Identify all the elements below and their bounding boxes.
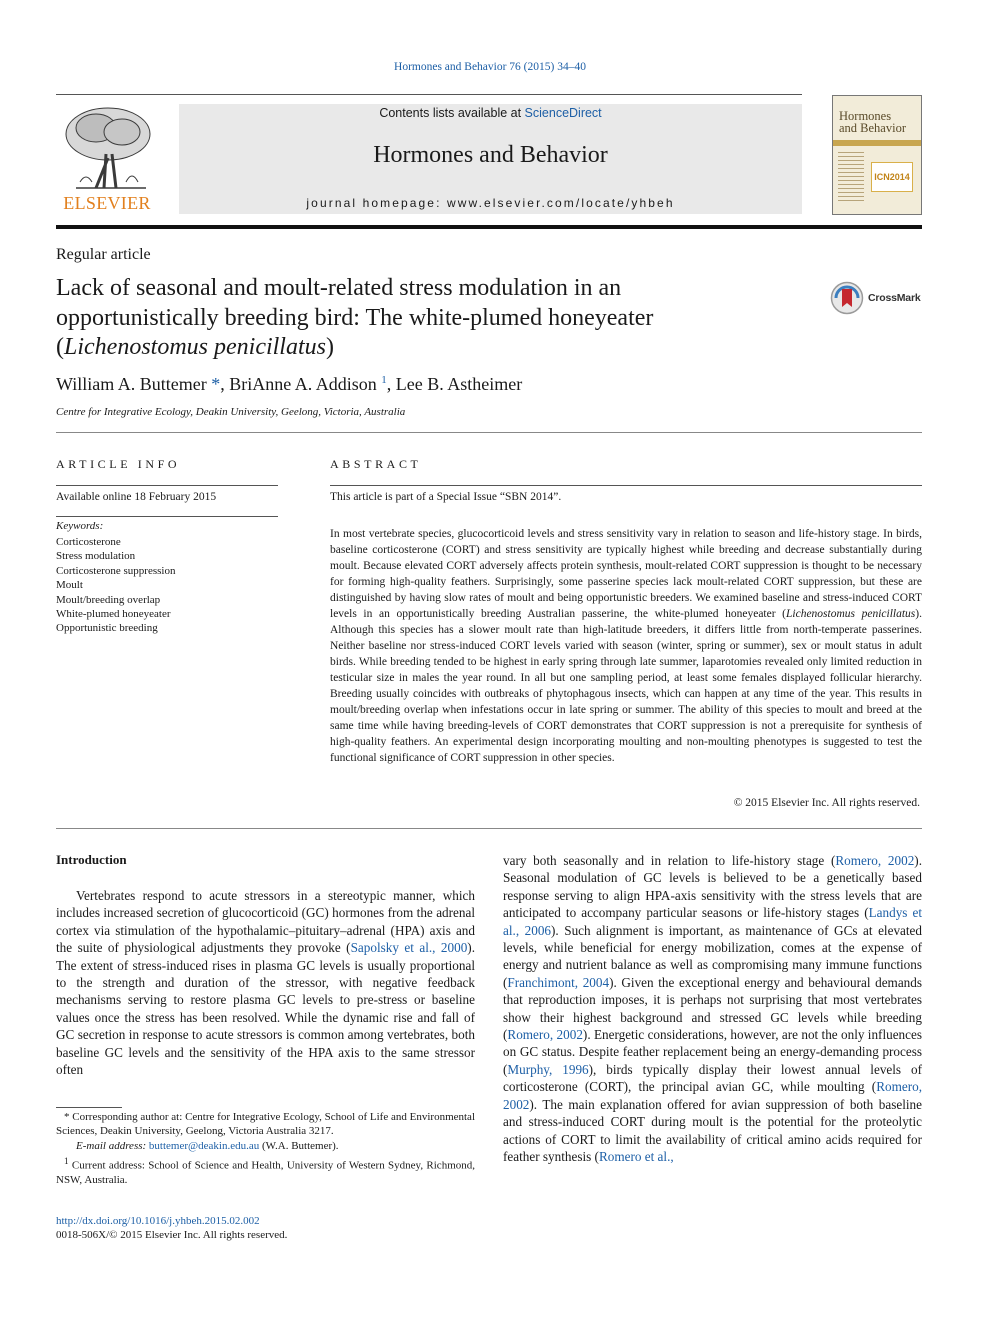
article-title [56,274,776,363]
available-online: Available online 18 February 2015 [56,491,217,503]
author-1-corresponding-mark[interactable]: * [211,374,221,394]
body-text: ). Given the exceptional energy and behavioural demands that reproduction imposes, it is perhaps not surprising that most vertebrates show their highest background and stressed GC levels while breeding ( [503,974,922,1043]
journal-banner [179,104,802,214]
body-text: ). Energetic considerations, however, are not the only influences on GC status. Despite feather replacement being an energy-demanding process ( [503,1027,922,1077]
footnote-corresponding [56,1110,475,1139]
contents-available-line [179,106,802,120]
journal-cover-thumbnail[interactable] [832,95,922,215]
title-line2: opportunistically breeding bird: The white-plumed honeyeater [56,304,654,331]
title-line1: Lack of seasonal and moult-related stress modulation in an [56,275,622,301]
cover-text-strip [838,152,864,204]
elsevier-logo[interactable] [56,104,158,214]
body-rule [56,828,922,829]
citation-link[interactable]: Romero et al., [598,1148,674,1164]
issn-copyright: 0018-506X/© 2015 Elsevier Inc. All rights reserved. [56,1229,288,1241]
citation-link[interactable]: Landys et al., 2006 [503,905,923,938]
abstract-text [330,526,922,766]
body-text: vary both seasonally and in relation to life-history stage ( [503,853,836,868]
author-separator-1: , [220,374,230,394]
keywords-list [56,535,175,636]
introduction-heading: Introduction [56,852,127,867]
article-info-rule-bottom [56,516,278,517]
journal-name: Hormones and Behavior [373,142,608,168]
citation-link[interactable]: Romero, 2002 [835,853,915,868]
keyword-item: Opportunistic breeding [56,622,158,635]
contents-prefix: Contents lists available at [379,106,525,120]
footnote-corresponding-text: Corresponding author at: Centre for Integrative Ecology, School of Life and Environmental Sciences, Deakin University, Geelong, Victoria Australia 3217. [56,1111,476,1138]
title-species: Lichenostomus penicillatus [64,334,326,360]
cover-band [833,140,921,146]
abstract-copyright: © 2015 Elsevier Inc. All rights reserved. [733,797,920,809]
cover-title [839,110,906,134]
body-text: ). Such alignment is important, as maintenance of GCs at elevated levels, while beneficial for energy mobilization, comes at the expense of energy and nutrient balance as well as compromising many immune functions ( [503,922,922,990]
header-top-rule [56,94,802,95]
footnote-current-address [56,1154,475,1187]
keyword-item: Corticosterone suppression [56,564,176,577]
body-text: ). The extent of stress-induced rises in plasma GC levels is usually proportional to the strength and duration of the stressor, with negative feedback mechanisms serving to restore plasma GC levels to pre-stress or baseline values once the stress has been resolved. While the dynamic rise and fall of GC secretion in response to acute stressors is common among vertebrates, both baseline GC levels and the sensitivity of the HPA axis to the same stressor often [56,940,475,1078]
citation-link[interactable]: Romero, 2002 [507,1027,583,1043]
journal-homepage[interactable]: journal homepage: www.elsevier.com/locate/yhbeh [306,196,675,210]
keyword-item: Moult/breeding overlap [56,593,161,606]
keyword-item: White-plumed honeyeater [56,608,171,621]
abstract-heading: ABSTRACT [330,457,422,471]
email-suffix: (W.A. Buttemer). [261,1140,339,1152]
article-info-rule-top [56,485,278,486]
intro-column-2 [503,852,922,1165]
elsevier-tree-icon [56,104,158,192]
sciencedirect-link[interactable]: ScienceDirect [524,106,602,120]
keyword-item: Corticosterone [56,536,121,548]
citation-link[interactable]: Murphy, 1996 [507,1061,589,1077]
keywords-label: Keywords: [56,520,104,532]
abstract-rule [330,485,922,486]
cover-title-line1: Hormones [839,109,892,123]
citation-link[interactable]: Sapolsky et al., 2000 [350,940,468,956]
article-type: Regular article [56,246,151,263]
author-separator-2: , [386,374,396,394]
footnote-email [56,1139,475,1153]
body-text: Vertebrates respond to acute stressors in a stereotypic manner, which includes increased secretion of glucocorticoid (GC) hormones from the adrenal cortex via stimulation of the hypothalamic–pituitary–adrenal (HPA) axis and the suite of physiological adjustments they provoke ( [56,888,475,956]
crossmark-label: CrossMark [868,292,921,304]
footnote-rule [56,1107,122,1108]
keyword-item: Moult [56,579,83,592]
special-issue-note: This article is part of a Special Issue “SBN 2014”. [330,491,562,503]
journal-citation-link[interactable]: Hormones and Behavior 76 (2015) 34–40 [394,61,586,73]
author-list [56,374,522,395]
affiliation: Centre for Integrative Ecology, Deakin University, Geelong, Victoria, Australia [56,406,406,418]
footnote-current-text: Current address: School of Science and Health, University of Western Sydney, Richmond, NSW, Australia. [56,1159,475,1186]
author-1: William A. Buttemer [56,374,207,394]
cover-title-line2: and Behavior [839,121,906,135]
abstract-text-part1: In most vertebrate species, glucocorticoid levels and stress sensitivity vary in relation to season and life-history stage. In birds, baseline corticosterone (CORT) and stress sensitivity are typically highest while breeding and decrease substantially during moult. Because elevated CORT adversely affects protein synthesis, moult-related CORT suppression is thought to be necessary for forming high-quality feathers. Surprisingly, some passerine species lack moult-related CORT suppression, but these are distinguished by having slow rates of moult and being opportunistic breeders. We examined baseline and stress-induced CORT levels in an opportunistically breeding Australian passerine, the white-plumed honeyeater ( [330,528,922,620]
cover-badge: ICN2014 [871,162,913,192]
affiliation-rule [56,432,922,433]
citation-link[interactable]: Franchimont, 2004 [507,974,610,990]
title-open-paren: ( [56,334,64,360]
body-text: ). Seasonal modulation of GC levels is believed to be a genetically based response serving to align HPA-axis sensitivity with the stress levels that are anticipated to accompany particular seasons or life-history stages ( [503,853,922,921]
body-text: ), birds typically display their lowest annual levels of corticosterone (CORT), the principal avian GC, while moulting ( [503,1061,922,1095]
author-2-footnote-mark[interactable]: 1 [381,374,387,386]
article-info-heading: ARTICLE INFO [56,457,181,471]
footnote-1-mark: 1 [64,1156,69,1166]
footnote-star: * [64,1111,70,1123]
title-close-paren: ) [325,334,334,360]
abstract-species: Lichenostomus penicillatus [786,608,916,620]
doi-link[interactable]: http://dx.doi.org/10.1016/j.yhbeh.2015.02.002 [56,1215,260,1227]
crossmark-icon [830,281,864,315]
keyword-item: Stress modulation [56,550,136,563]
author-email-link[interactable]: buttemer@deakin.edu.au [148,1140,260,1152]
email-label: E-mail address: [76,1140,147,1152]
crossmark-button[interactable] [830,281,922,315]
body-text: ). The main explanation offered for avian suppression of both baseline and stress-induced CORT during moult is the potential for the proteolytic actions of CORT to limit the availability of critical amino acids required for feather synthesis ( [503,1096,922,1164]
citation-link[interactable]: Romero, 2002 [503,1079,922,1112]
author-3: Lee B. Astheimer [395,374,523,394]
author-2: BriAnne A. Addison [229,374,377,394]
abstract-text-part2: ). Although this species has a slower moult rate than high-latitude breeders, it differs little from north-temperate passerines. Neither baseline nor stress-induced CORT levels varied with season (winter, spring or summer), sex or moult status in adult birds. While breeding tended to be highest in early spring through late summer, laparotomies revealed only limited reduction in testicular size in males the year round. In all but one sampling period, at least some females displayed follicular hierarchy. Breeding usually coincides with outbreaks of phytophagous insects, which can happen at any time of the year. This results in moult/breeding overlap when infestations occur in late spring or summer. The ability of this species to moult and breed at the same time while having breeding-levels of CORT demonstrates that CORT suppression is not a prerequisite for synthesis of high-quality feathers. An experimental design incorporating moulting and non-moulting phenotypes is suggested to test the functional significance of CORT suppression in other species. [330,608,922,764]
intro-column-1 [56,887,475,1078]
elsevier-wordmark: ELSEVIER [63,193,151,213]
header-bottom-rule [56,225,922,229]
